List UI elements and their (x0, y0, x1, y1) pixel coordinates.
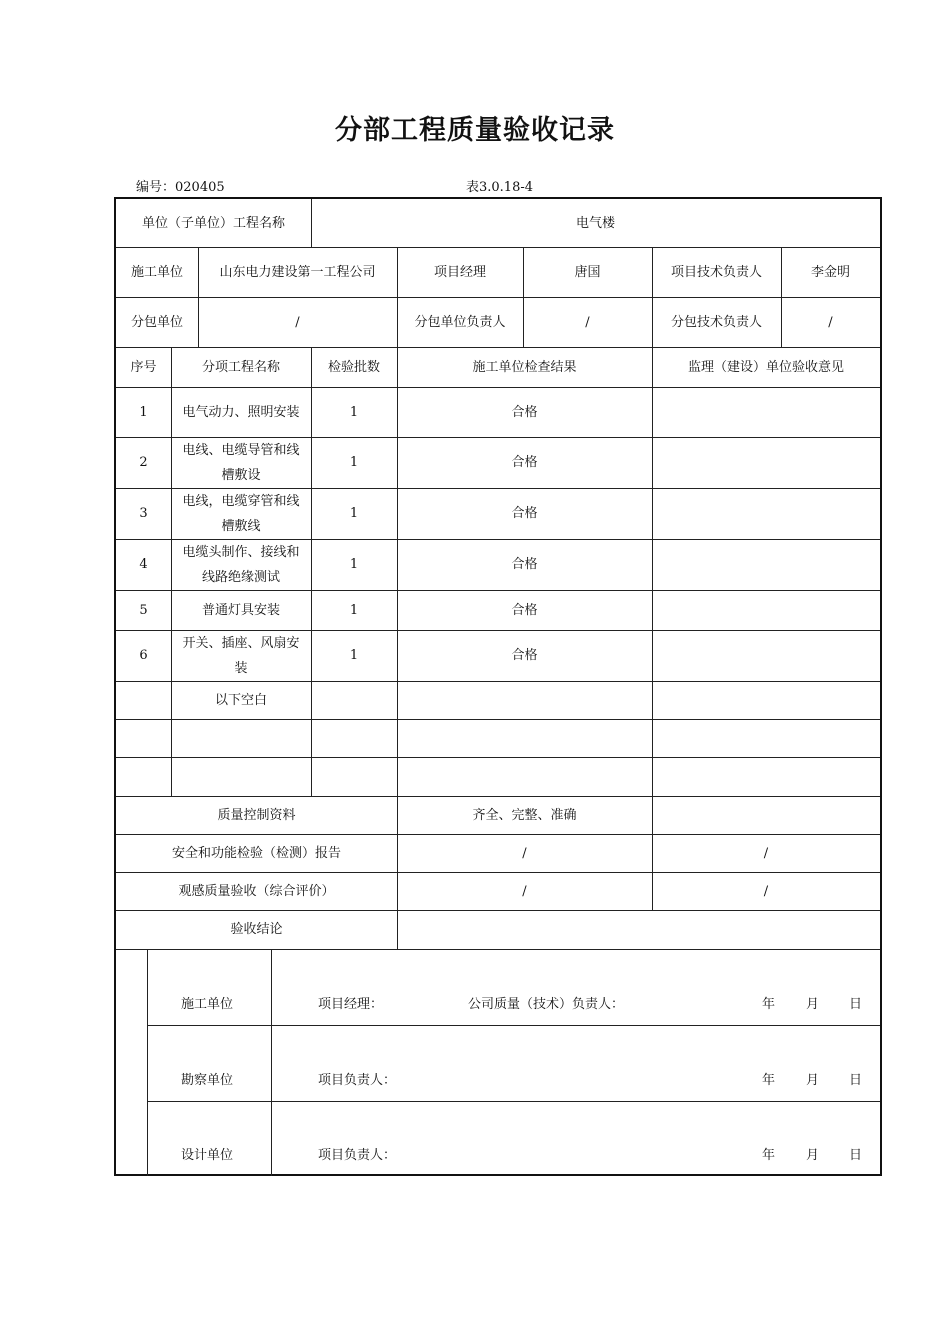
signature-extra: 公司质量（技术）负责人： (468, 997, 625, 1012)
rule-vertical (271, 949, 272, 1176)
signature-day: 日 (849, 997, 863, 1012)
project-manager-value: 唐国 (574, 264, 601, 280)
signature-person: 项目负责人： (318, 1073, 397, 1088)
rule-vertical (652, 347, 653, 796)
rule-vertical (171, 347, 172, 796)
subcontractor-head-value: / (585, 314, 590, 330)
safety-check-result: / (522, 845, 527, 861)
table-row-name: 电气动力、照明安装 (182, 404, 300, 420)
blank-note: 以下空白 (214, 692, 267, 708)
contractor-value: 山东电力建设第一工程公司 (219, 264, 376, 280)
rule-horizontal (116, 949, 880, 950)
column-header-opinion: 监理（建设）单位验收意见 (687, 359, 844, 375)
signature-year: 年 (762, 997, 776, 1012)
safety-check-opinion: / (763, 845, 769, 861)
table-row-result: 合格 (511, 455, 538, 470)
table-row-no: 5 (139, 602, 148, 618)
signature-person: 项目经理： (318, 997, 384, 1012)
table-row-batches: 1 (349, 404, 359, 420)
table-row-batches: 1 (349, 557, 359, 572)
table-row-name: 电线、电缆导管和线槽敷设 (182, 442, 300, 483)
signature-month: 月 (806, 1073, 820, 1088)
rule-horizontal (147, 1101, 880, 1102)
signature-day: 日 (849, 1148, 863, 1163)
table-row-result: 合格 (511, 602, 538, 618)
signature-day: 日 (849, 1073, 863, 1088)
table-row-no: 3 (139, 506, 148, 521)
column-header-no: 序号 (130, 359, 157, 375)
table-row-result: 合格 (511, 506, 538, 521)
table-row-no: 1 (139, 404, 148, 420)
column-header-result: 施工单位检查结果 (472, 359, 577, 375)
visual-quality-label: 观感质量验收（综合评价） (178, 883, 335, 899)
signature-year: 年 (762, 1148, 776, 1163)
subcontractor-tech-value: / (828, 314, 833, 330)
project-manager-label: 项目经理 (433, 264, 486, 280)
visual-quality-opinion: / (763, 883, 769, 899)
subcontractor-head-label: 分包单位负责人 (414, 314, 506, 330)
table-row-batches: 1 (349, 455, 359, 470)
safety-check-label: 安全和功能检验（检测）报告 (171, 845, 341, 861)
rule-horizontal (116, 757, 880, 758)
page-title: 分部工程质量验收记录 (335, 115, 615, 146)
table-row-batches: 1 (349, 648, 359, 663)
project-name-value: 电气楼 (575, 215, 615, 231)
signature-person: 项目负责人： (318, 1148, 397, 1163)
signature-unit: 勘察单位 (181, 1073, 234, 1088)
subcontractor-value: / (295, 314, 300, 330)
rule-horizontal (116, 719, 880, 720)
conclusion-label: 验收结论 (230, 922, 283, 937)
signature-month: 月 (806, 997, 820, 1012)
signature-year: 年 (762, 1073, 776, 1088)
quality-control-label: 质量控制资料 (217, 807, 296, 823)
project-name-label: 单位（子单位）工程名称 (141, 215, 285, 231)
record-code: 编号：020405 (136, 180, 225, 195)
column-header-name: 分项工程名称 (201, 359, 280, 375)
table-row-no: 6 (139, 648, 148, 663)
table-row-name: 电缆头制作、接线和线路绝缘测试 (182, 544, 300, 585)
rule-horizontal (147, 1025, 880, 1026)
quality-control-value: 齐全、完整、准确 (472, 807, 577, 823)
subcontractor-tech-label: 分包技术负责人 (670, 314, 762, 330)
table-row-batches: 1 (349, 506, 359, 521)
table-row-no: 2 (139, 455, 148, 470)
table-row-result: 合格 (511, 404, 538, 420)
acceptance-record-table (114, 197, 882, 1176)
subcontractor-label: 分包单位 (130, 314, 183, 330)
table-row-result: 合格 (511, 648, 538, 663)
rule-vertical (147, 949, 148, 1176)
table-row-result: 合格 (511, 557, 538, 572)
table-row-name: 普通灯具安装 (201, 602, 280, 618)
table-number: 表3.0.18-4 (466, 180, 534, 195)
table-row-batches: 1 (349, 602, 359, 618)
signature-month: 月 (806, 1148, 820, 1163)
visual-quality-result: / (522, 883, 527, 899)
technical-lead-label: 项目技术负责人 (670, 264, 762, 280)
signature-unit: 设计单位 (181, 1148, 234, 1163)
table-row-name: 开关、插座、风扇安装 (182, 635, 300, 676)
table-row-no: 4 (139, 557, 148, 572)
technical-lead-value: 李金明 (810, 264, 850, 280)
table-row-name: 电线，电缆穿管和线槽敷线 (182, 493, 300, 534)
signature-unit: 施工单位 (181, 997, 234, 1012)
column-header-batches: 检验批数 (327, 359, 380, 375)
contractor-label: 施工单位 (130, 264, 183, 280)
